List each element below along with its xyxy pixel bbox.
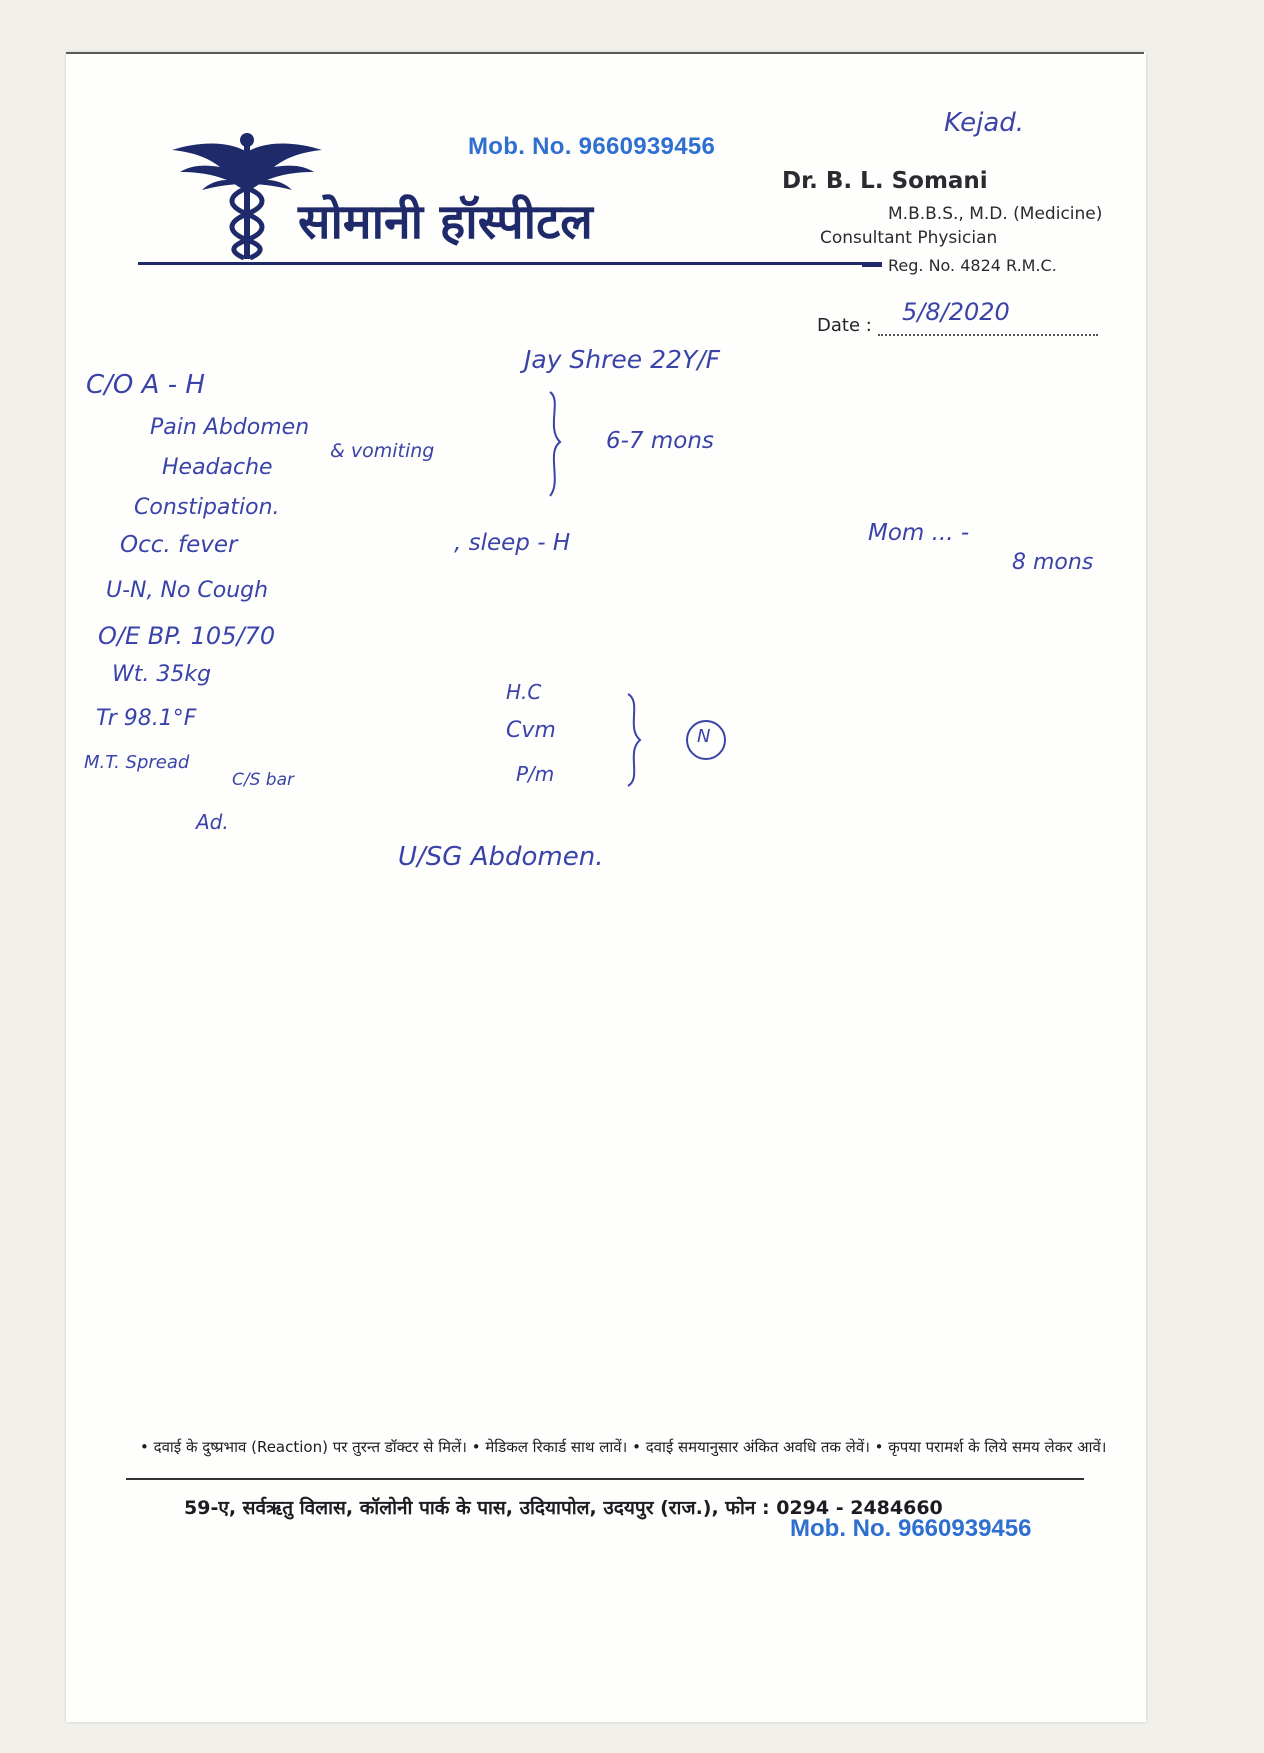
handwritten-vomiting: & vomiting [330, 440, 435, 462]
handwritten-top-note: Kejad. [944, 108, 1025, 138]
footer-instructions: • दवाई के दुष्प्रभाव (Reaction) पर तुरन्त डॉक्टर से मिलें। • मेडिकल रिकार्ड साथ लावें। • दवाई समयानुसार अंकित अवधि तक लेवें। • कृपया परामर्श के लिये समय लेकर आवें। [140, 1438, 1107, 1456]
handwritten-months-8: 8 mons [1012, 550, 1094, 575]
handwritten-investigation: U/SG Abdomen. [398, 842, 604, 872]
handwritten-urine: U-N, No Cough [106, 578, 269, 603]
handwritten-constipation: Constipation. [134, 495, 280, 520]
handwritten-exam-result: N [697, 726, 711, 747]
handwritten-oe-bp: O/E BP. 105/70 [98, 622, 276, 650]
handwritten-menstrual-history: Mom ... - [868, 520, 970, 546]
sheet-top-edge [66, 52, 1144, 54]
handwritten-occ-fever: Occ. fever [120, 532, 238, 558]
handwritten-temp: Tr 98.1°F [96, 706, 197, 731]
handwritten-patient: Jay Shree 22Y/F [524, 345, 721, 374]
handwritten-mt-2: C/S bar [232, 770, 294, 790]
handwritten-duration: 6-7 mons [606, 428, 714, 454]
reg-underline [862, 264, 882, 267]
footer-divider [126, 1478, 1084, 1480]
handwritten-pain-abdomen: Pain Abdomen [150, 415, 310, 440]
handwritten-sleep: , sleep - H [454, 530, 571, 556]
handwritten-exam-pim: P/m [516, 762, 555, 786]
handwritten-brace-2 [620, 690, 656, 790]
doctor-degree: M.B.B.S., M.D. (Medicine) [888, 204, 1103, 224]
handwritten-exam-hc: H.C [506, 680, 542, 704]
handwritten-exam-cvm: Cvm [506, 718, 556, 743]
mobile-number-top: Mob. No. 9660939456 [468, 133, 716, 160]
handwritten-advice: Ad. [196, 810, 229, 834]
handwritten-mt: M.T. Spread [84, 752, 190, 773]
handwritten-headache: Headache [162, 455, 273, 480]
hospital-name: सोमानी हॉस्पीटल [298, 194, 593, 250]
handwritten-complaints-label: C/O A - H [86, 370, 205, 400]
hospital-address: 59-ए, सर्वऋतु विलास, कॉलोनी पार्क के पास, उदियापोल, उदयपुर (राज.), फोन : 0294 - 2484660 [184, 1497, 943, 1519]
handwritten-brace-1 [540, 388, 580, 500]
handwritten-date: 5/8/2020 [902, 298, 1010, 326]
mobile-number-bottom: Mob. No. 9660939456 [790, 1515, 1032, 1542]
header-divider [138, 262, 882, 265]
handwritten-weight: Wt. 35kg [112, 662, 212, 687]
doctor-role: Consultant Physician [820, 228, 998, 248]
registration-number: Reg. No. 4824 R.M.C. [888, 256, 1057, 275]
doctor-name: Dr. B. L. Somani [782, 168, 988, 194]
date-label: Date : [817, 315, 872, 336]
